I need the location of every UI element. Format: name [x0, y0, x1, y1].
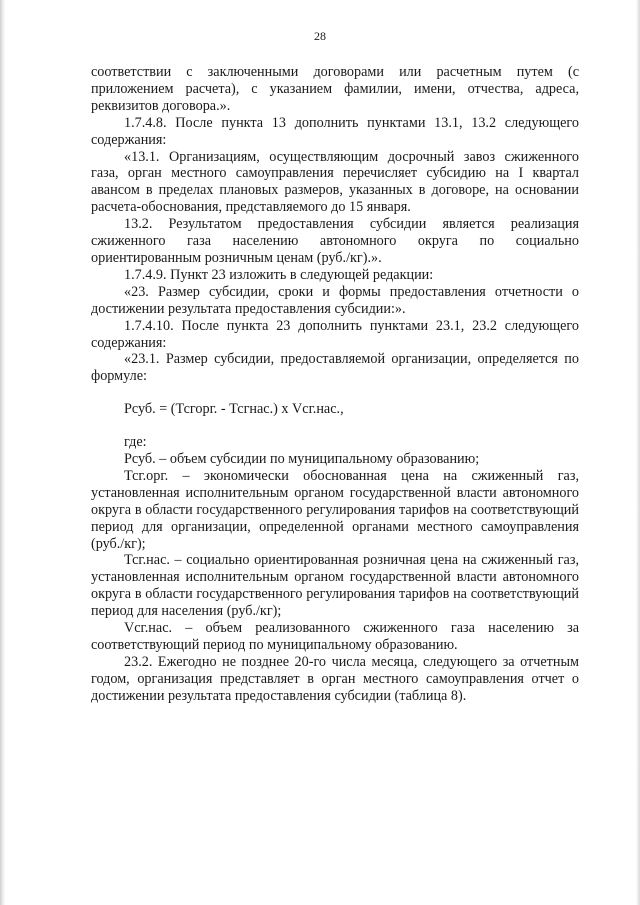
- document-body: [91, 64, 579, 705]
- scan-edge-right: [636, 0, 640, 905]
- page-number: 28: [314, 29, 326, 43]
- paragraph-item-1-7-4-10: 1.7.4.10. После пункта 23 дополнить пунктами 23.1, 23.2 следующего содержания:: [91, 317, 579, 351]
- paragraph-item-1-7-4-8: 1.7.4.8. После пункта 13 дополнить пунктами 13.1, 13.2 следующего содержания:: [91, 114, 579, 148]
- paragraph-point-23: «23. Размер субсидии, сроки и формы предоставления отчетности о достижении результата предоставления субсидии:».: [91, 283, 579, 317]
- definition-rsub: Рсуб. – объем субсидии по муниципальному образованию;: [124, 451, 480, 468]
- paragraph-point-13-2: 13.2. Результатом предоставления субсидии является реализация сжиженного газа населению автономного округа по социально ориентированным розничным ценам (руб./кг).».: [91, 216, 579, 266]
- paragraph-point-23-2: 23.2. Ежегодно не позднее 20-го числа месяца, следующего за отчетным годом, организация представляет в орган местного самоуправления отчет о достижении результата предоставления субсидии (таблица 8).: [91, 653, 579, 704]
- subsidy-formula: Рсуб. = (Тсгорг. - Тсгнас.) х Vсг.нас.,: [124, 401, 344, 418]
- scan-edge-left: [0, 0, 6, 905]
- definition-vsg-nas: Vсг.нас. – объем реализованного сжиженного газа населению за соответствующий период по муниципальному образованию.: [91, 620, 579, 653]
- paragraph-item-1-7-4-9: 1.7.4.9. Пункт 23 изложить в следующей редакции:: [124, 266, 434, 283]
- definition-tsg-org: Тсг.орг. – экономически обоснованная цена на сжиженный газ, установленная исполнительным органом государственной власти автономного округа в области государственного регулирования тарифов на соответствующий период для организации, определенной органами местного самоуправления (руб./кг);: [91, 467, 579, 552]
- paragraph-point-13-1: «13.1. Организациям, осуществляющим досрочный завоз сжиженного газа, орган местного самоуправления перечисляет субсидию на I квартал авансом в пределах плановых размеров, указанных в договоре, на основании расчета-обоснования, представляемого до 15 января.: [91, 148, 579, 216]
- definition-tsg-nas: Тсг.нас. – социально ориентированная розничная цена на сжиженный газ, установленная исполнительным органом государственной власти автономного округа в области государственного регулирования тарифов на соответствующий период для населения (руб./кг);: [91, 552, 579, 620]
- paragraph-point-23-1: «23.1. Размер субсидии, предоставляемой организации, определяется по формуле:: [91, 351, 579, 385]
- paragraph-continuation: соответствии с заключенными договорами или расчетным путем (с приложением расчета), с указанием фамилии, имени, отчества, адреса, реквизитов договора.».: [91, 64, 579, 114]
- formula-where-label: где:: [124, 434, 147, 451]
